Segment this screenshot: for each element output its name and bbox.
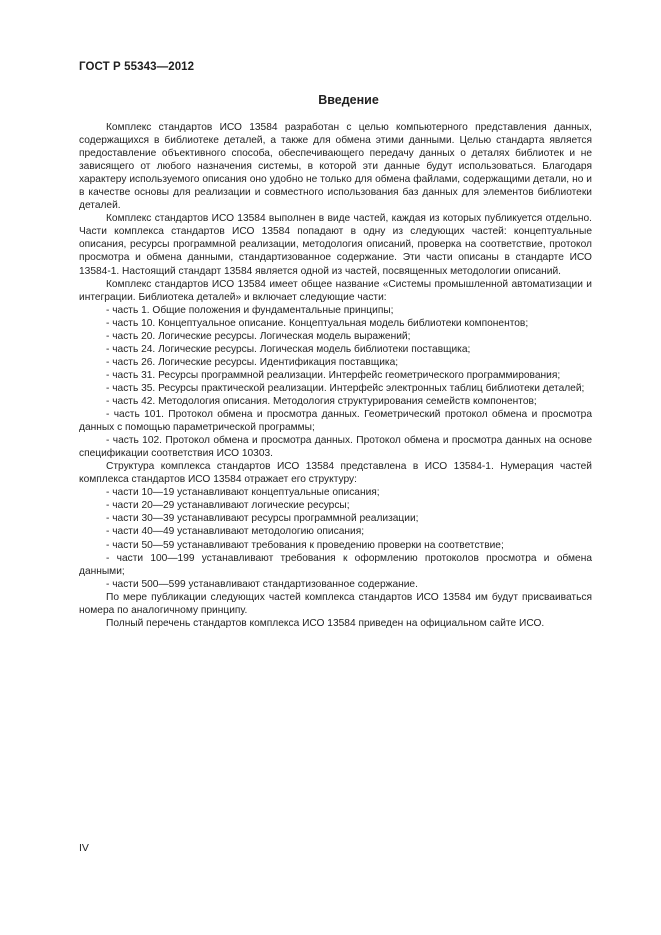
paragraph: Структура комплекса стандартов ИСО 13584 представлена в ИСО 13584-1. Нумерация частей комплекса стандартов ИСО 13584 отражает его структуру: xyxy=(79,461,592,486)
list-item: - части 30—39 устанавливают ресурсы программной реализации; xyxy=(106,513,419,525)
list-item: - часть 10. Концептуальное описание. Концептуальная модель библиотеки компонентов; xyxy=(106,317,529,329)
list-item: - часть 101. Протокол обмена и просмотра данных. Геометрический протокол обмена и просмотра данных с помощью параметрической программы; xyxy=(79,409,592,434)
list-item: - часть 26. Логические ресурсы. Идентификация поставщика; xyxy=(106,356,399,368)
list-item: - часть 1. Общие положения и фундаментальные принципы; xyxy=(106,304,394,316)
list-item: - часть 31. Ресурсы программной реализации. Интерфейс геометрического программирования; xyxy=(106,369,561,381)
list-item: - часть 42. Методология описания. Методология структурирования семейств компонентов; xyxy=(106,395,537,407)
list-item: - части 20—29 устанавливают логические ресурсы; xyxy=(106,500,350,512)
paragraph: Полный перечень стандартов комплекса ИСО 13584 приведен на официальном сайте ИСО. xyxy=(106,617,545,629)
list-item: - части 10—19 устанавливают концептуальные описания; xyxy=(106,487,380,499)
list-item: - часть 102. Протокол обмена и просмотра данных. Протокол обмена и просмотра данных на основе спецификации соответствия ИСО 10303. xyxy=(79,435,592,460)
list-item: - части 40—49 устанавливают методологию описания; xyxy=(106,526,365,538)
list-item: - часть 24. Логические ресурсы. Логическая модель библиотеки поставщика; xyxy=(106,343,471,355)
page-number: IV xyxy=(79,842,89,854)
document-code: ГОСТ Р 55343—2012 xyxy=(79,61,195,73)
list-item: - часть 35. Ресурсы практической реализации. Интерфейс электронных таблиц библиотеки деталей; xyxy=(106,382,585,394)
list-item: - часть 20. Логические ресурсы. Логическая модель выражений; xyxy=(106,330,411,342)
list-item: - части 100—199 устанавливают требования к оформлению протоколов просмотра и обмена данными; xyxy=(79,552,592,577)
list-item: - части 500—599 устанавливают стандартизованное содержание. xyxy=(106,578,418,590)
section-title: Введение xyxy=(318,93,379,107)
paragraph: По мере публикации следующих частей комплекса стандартов ИСО 13584 им будут присваиваться номера по аналогичному принципу. xyxy=(79,591,592,616)
section-body xyxy=(79,121,592,630)
paragraph: Комплекс стандартов ИСО 13584 имеет общее название «Системы промышленной автоматизации и интеграции. Библиотека деталей» и включает следующие части: xyxy=(79,278,592,303)
paragraph: Комплекс стандартов ИСО 13584 выполнен в виде частей, каждая из которых публикуется отдельно. Части комплекса стандартов ИСО 13584 попадают в одну из следующих частей: концептуальные описания, ресурсы программной реализации, методология описаний, проверка на соответствие, протокол просмотра и обмена данными, стандартизованное содержание. Эти части описаны в стандарте ИСО 13584-1. Настоящий стандарт 13584 является одной из частей, посвященных методологии описаний. xyxy=(79,213,592,277)
paragraph: Комплекс стандартов ИСО 13584 разработан с целью компьютерного представления данных, содержащихся в библиотеке деталей, а также для обмена этими данными. Целью стандарта является предоставление объективного способа, обеспечивающего передачу данных о деталях библиотек и не зависящего от любого назначения системы, в которой эти данные будут использоваться. Благодаря характеру используемого описания оно удобно не только для обмена файлами, содержащими детали, но и в качестве основы для реализации и совместного использования баз данных для элементов библиотеки деталей. xyxy=(79,122,592,212)
list-item: - части 50—59 устанавливают требования к проведению проверки на соответствие; xyxy=(106,539,504,551)
